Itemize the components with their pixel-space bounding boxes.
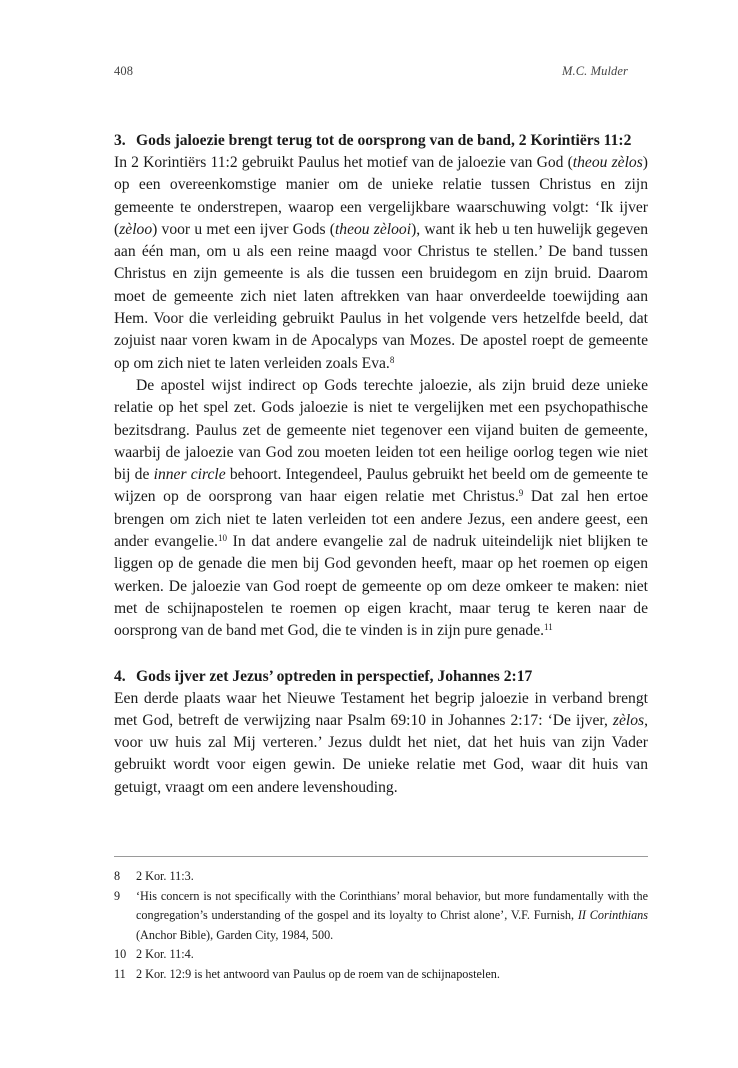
section-3-heading (114, 130, 648, 152)
footnote-ref[interactable]: 10 (217, 533, 227, 544)
text-run: ‘His concern is not specifically with the Corinthians’ moral behavior, but more fundamentally with the congregation’s understanding of the gospel and its loyalty to Christ alone’, V.F. Furnish, (136, 888, 648, 923)
text-run: behoort. Integendeel, Paulus gebruikt het beeld om de gemeente te wijzen op de oorsprong van haar eigen relatie met Christus. (114, 466, 648, 506)
page-number: 408 (114, 64, 134, 78)
footnote-ref[interactable]: 9 (518, 488, 524, 499)
footnote-10 (114, 945, 648, 965)
section-4-number: 4. (114, 667, 126, 685)
text-run: In dat andere evangelie zal de nadruk uiteindelijk niet blijken te liggen op de genade die men bij God gevonden heeft, maar op het roemen op eigen werken. De jaloezie van God roept de gemeente op om deze omkeer te maken: niet met de schijnapostelen te roemen op eigen kracht, maar terug te keren naar de oorsprong van de band met God, die te vinden is in zijn pure genade. (114, 533, 648, 640)
footnote-8 (114, 867, 648, 887)
footnote-text: 2 Kor. 12:9 is het antwoord van Paulus op de roem van de schijnapostelen. (136, 966, 500, 981)
text-run: Een derde plaats waar het Nieuwe Testament het begrip jaloezie in verband brengt met God, betreft de verwijzing naar Psalm 69:10 in Johannes 2:17: ‘De ijver, (114, 689, 648, 729)
footnote-text: 2 Kor. 11:3. (136, 869, 194, 883)
main-text (114, 130, 648, 799)
footnote-number: 11 (114, 966, 126, 981)
footnote-ref[interactable]: 11 (544, 622, 553, 633)
footnotes (114, 867, 648, 985)
text-run: , voor uw huis zal Mij verteren.’ Jezus duldt het niet, dat het huis van zijn Vader gebruikt wordt voor eigen gewin. De unieke relatie met God, waar dit huis van getuigt, vraagt om een andere levenshouding. (114, 711, 648, 796)
paragraph (114, 152, 648, 375)
text-run: In 2 Korintiërs 11:2 gebruikt Paulus het motief van de jaloezie van God ( (114, 154, 573, 171)
italic-term: zèloo (119, 220, 153, 238)
text-run: De apostel wijst indirect op Gods terechte jaloezie, als zijn bruid deze unieke relatie op het spel zet. Gods jaloezie is niet te vergelijken met een psychopathische bezitsdrang. Paulus zet de gemeente niet tegenover een vijand buiten de gemeente, waarbij de jaloezie van God zou moeten leiden tot een heilige oorlog tegen wie niet bij de (114, 376, 648, 484)
italic-term: inner circle (153, 466, 226, 484)
paragraph (114, 375, 648, 643)
footnote-text: 2 Kor. 11:4. (136, 947, 194, 962)
text-run: ), want ik heb u ten huwelijk gegeven aan één man, om u als een reine maagd voor Christus te stellen.’ De band tussen Christus en zijn gemeente is als die tussen een bruidegom en zijn bruid. Daarom moet de gemeente zich niet laten aftrekken van haar onverdeelde toewijding aan Hem. Voor die verleiding gebruikt Paulus in het volgende vers hetzelfde beeld, dat zojuist naar voren kwam in de Apocalyps van Mozes. De apostel roept de gemeente op om zich niet te laten verleiden zoals Eva. (114, 220, 648, 372)
paragraph (114, 688, 648, 799)
italic-term: zèlos (612, 711, 645, 729)
section-4-heading (114, 666, 648, 688)
italic-term: theou zèlooi (334, 220, 412, 238)
footnote-ref[interactable]: 8 (389, 354, 395, 365)
italic-title: II Corinthians (577, 908, 649, 923)
footnote-number: 8 (114, 869, 121, 883)
footnote-number: 10 (114, 947, 127, 962)
section-3-number: 3. (114, 132, 126, 149)
text-run: (Anchor Bible), Garden City, 1984, 500. (136, 927, 334, 942)
footnote-11 (114, 965, 648, 985)
section-4-title: Gods ijver zet Jezus’ optreden in perspectief, Johannes 2:17 (136, 667, 533, 685)
text-run: ) op een overeenkomstige manier om de unieke relatie tussen Christus en zijn gemeente te onderstrepen, waarop een vergelijkbare waarschuwing volgt: ‘Ik ijver ( (114, 154, 648, 238)
running-header-author: M.C. Mulder (561, 64, 628, 78)
footnote-text (136, 887, 648, 946)
footnote-9 (114, 887, 648, 946)
text-run: Dat zal hen ertoe brengen om zich niet te laten verleiden tot een andere Jezus, een andere geest, een ander evangelie. (114, 488, 648, 551)
footnote-divider (114, 856, 648, 857)
italic-term: theou zèlos (572, 154, 643, 171)
footnote-number: 9 (114, 888, 121, 903)
section-3-title: Gods jaloezie brengt terug tot de oorsprong van de band, 2 Korintiërs 11:2 (136, 132, 632, 149)
text-run: ) voor u met een ijver Gods ( (152, 220, 335, 238)
